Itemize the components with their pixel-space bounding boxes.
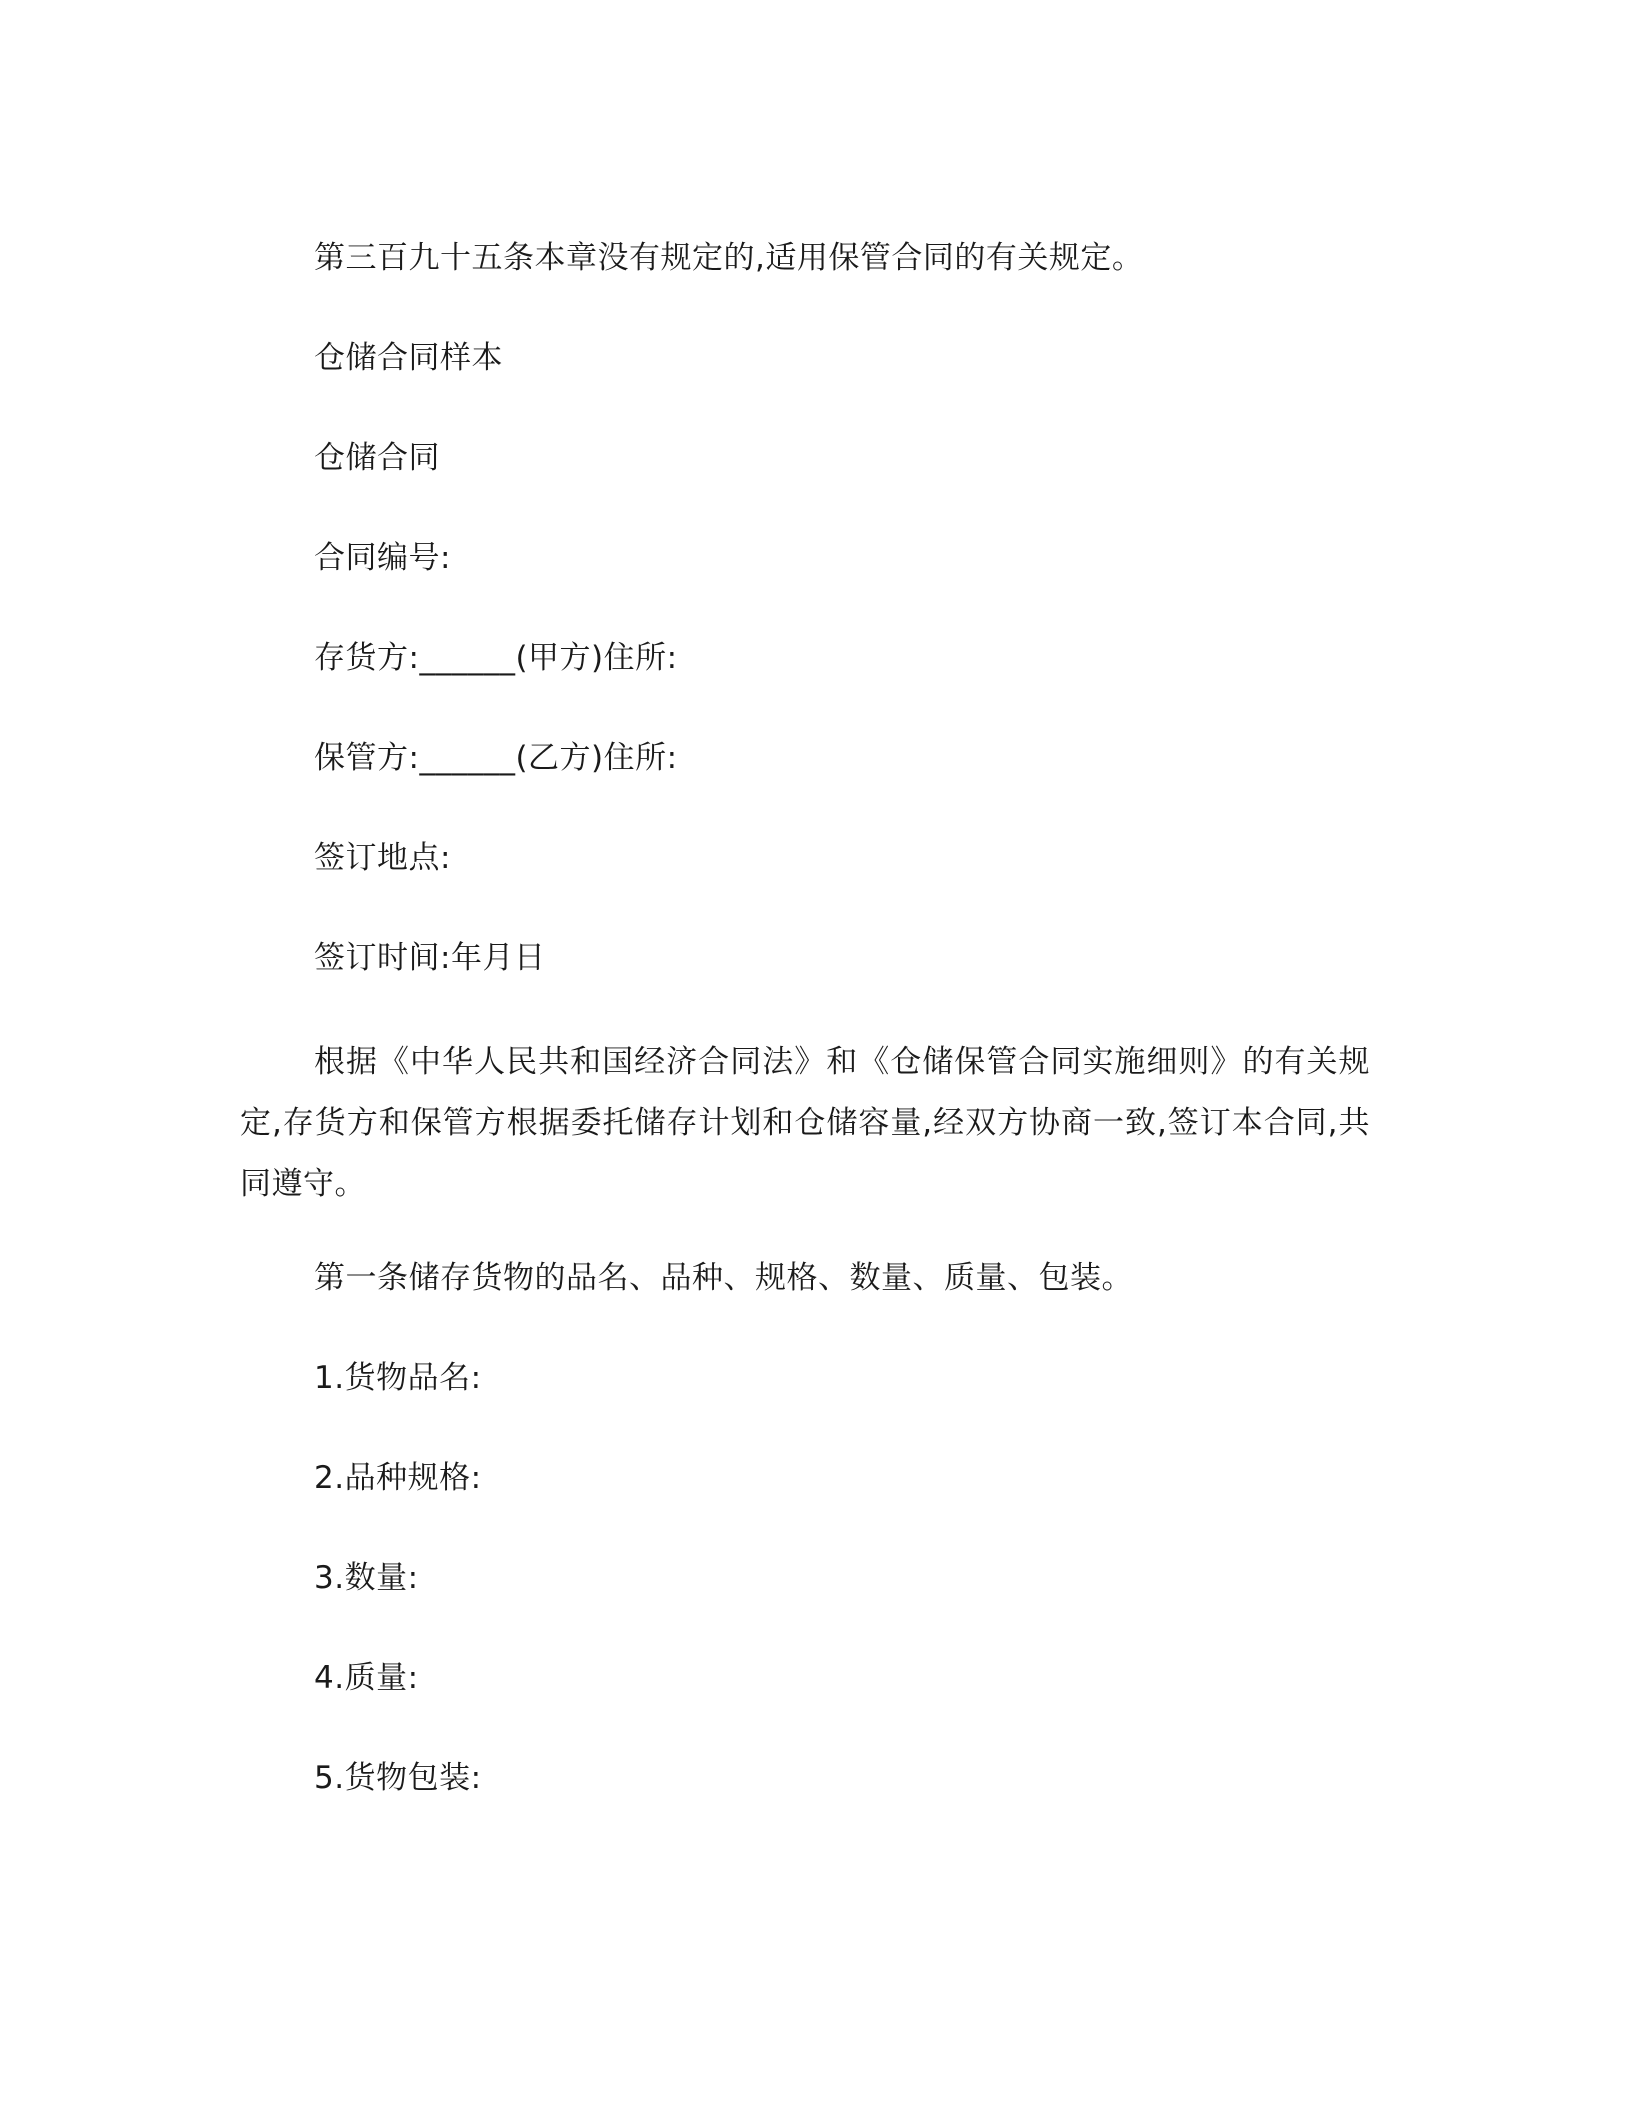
custodian-field: 保管方:______(乙方)住所: xyxy=(314,740,678,776)
intro-paragraph: 根据《中华人民共和国经济合同法》和《仓储保管合同实施细则》的有关规定,存货方和保管方根据委托储存计划和仓储容量,经双方协商一致,签订本合同,共同遵守。 xyxy=(240,1044,1370,1202)
depositor-field: 存货方:______(甲方)住所: xyxy=(314,640,678,676)
contract-number-field: 合同编号: xyxy=(314,540,451,576)
article-395-line: 第三百九十五条本章没有规定的,适用保管合同的有关规定。 xyxy=(314,240,1144,276)
sample-title: 仓储合同样本 xyxy=(314,340,503,376)
signing-place-field: 签订地点: xyxy=(314,840,451,876)
item-quantity: 3.数量: xyxy=(314,1560,419,1596)
item-quality: 4.质量: xyxy=(314,1660,419,1696)
article-one-heading: 第一条储存货物的品名、品种、规格、数量、质量、包装。 xyxy=(314,1260,1133,1296)
item-goods-name: 1.货物品名: xyxy=(314,1360,482,1396)
contract-title: 仓储合同 xyxy=(314,440,440,476)
item-variety-spec: 2.品种规格: xyxy=(314,1460,482,1496)
item-packaging: 5.货物包装: xyxy=(314,1760,482,1796)
signing-date-field: 签订时间:年月日 xyxy=(314,940,546,976)
